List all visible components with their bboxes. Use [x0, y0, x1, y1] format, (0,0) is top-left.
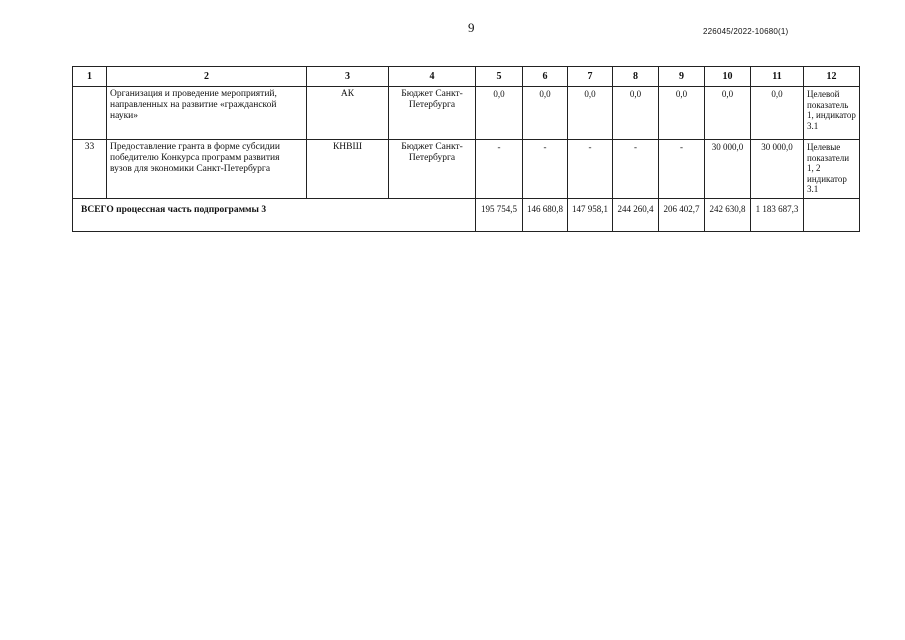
funding-source: Бюджет Санкт-Петербурга — [389, 87, 476, 140]
value-cell: 30 000,0 — [751, 140, 804, 199]
indicator: Целевые показатели 1, 2 индикатор 3.1 — [804, 140, 860, 199]
row-number: 33 — [73, 140, 107, 199]
table-row — [73, 140, 860, 199]
activity-name: Предоставление гранта в форме субсидии победителю Конкурса программ развития вузов для экономики Санкт-Петербурга — [107, 140, 307, 199]
budget-table — [72, 66, 860, 232]
total-row — [73, 199, 860, 232]
total-value: 147 958,1 — [568, 199, 613, 232]
value-cell: - — [659, 140, 705, 199]
value-cell: 0,0 — [523, 87, 568, 140]
total-value: 242 630,8 — [705, 199, 751, 232]
column-header: 1 — [73, 67, 107, 87]
indicator: Целевой показатель 1, индикатор 3.1 — [804, 87, 860, 140]
value-cell: 0,0 — [476, 87, 523, 140]
value-cell: 0,0 — [613, 87, 659, 140]
column-header: 2 — [107, 67, 307, 87]
column-header: 4 — [389, 67, 476, 87]
column-header: 11 — [751, 67, 804, 87]
value-cell: 0,0 — [659, 87, 705, 140]
executor: АК — [307, 87, 389, 140]
value-cell: - — [476, 140, 523, 199]
column-header: 5 — [476, 67, 523, 87]
column-header: 7 — [568, 67, 613, 87]
value-cell: 30 000,0 — [705, 140, 751, 199]
value-cell: - — [613, 140, 659, 199]
total-value: 146 680,8 — [523, 199, 568, 232]
total-label: ВСЕГО процессная часть подпрограммы 3 — [73, 199, 476, 232]
total-value: 206 402,7 — [659, 199, 705, 232]
funding-source: Бюджет Санкт-Петербурга — [389, 140, 476, 199]
column-header: 3 — [307, 67, 389, 87]
column-header: 8 — [613, 67, 659, 87]
column-header-row — [73, 67, 860, 87]
total-value: 195 754,5 — [476, 199, 523, 232]
empty-indicator-cell — [804, 199, 860, 232]
column-header: 12 — [804, 67, 860, 87]
row-number — [73, 87, 107, 140]
total-value: 244 260,4 — [613, 199, 659, 232]
column-header: 6 — [523, 67, 568, 87]
value-cell: - — [568, 140, 613, 199]
value-cell: - — [523, 140, 568, 199]
value-cell: 0,0 — [751, 87, 804, 140]
executor: КНВШ — [307, 140, 389, 199]
column-header: 9 — [659, 67, 705, 87]
table-row — [73, 87, 860, 140]
column-header: 10 — [705, 67, 751, 87]
document-id: 226045/2022-10680(1) — [703, 27, 789, 36]
page-number: 9 — [468, 20, 475, 35]
value-cell: 0,0 — [568, 87, 613, 140]
activity-name: Организация и проведение мероприятий, направленных на развитие «гражданской науки» — [107, 87, 307, 140]
value-cell: 0,0 — [705, 87, 751, 140]
total-value: 1 183 687,3 — [751, 199, 804, 232]
